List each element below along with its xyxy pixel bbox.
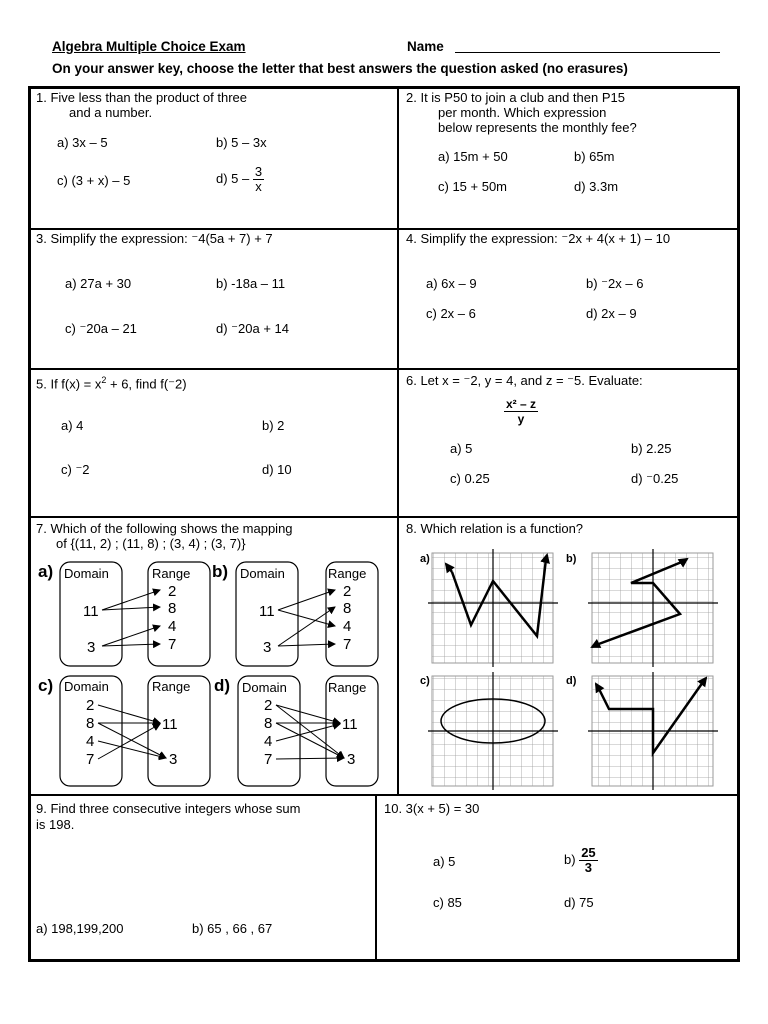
q1-option-d-fraction (253, 165, 264, 194)
q3-option-d[interactable]: d) ⁻20a + 14 (216, 321, 289, 336)
q3-option-b[interactable]: b) -18a – 11 (216, 276, 286, 291)
q2-option-a[interactable]: a) 15m + 50 (438, 149, 508, 164)
q9-prompt-line2: is 198. (36, 817, 75, 832)
q5-prompt-tail: + 6, find f(⁻2) (106, 376, 187, 392)
arrowhead (684, 559, 687, 561)
range-value: 2 (343, 583, 352, 600)
q3-option-a[interactable]: a) 27a + 30 (65, 276, 132, 291)
q8-graph-b[interactable] (566, 549, 718, 667)
range-value: 4 (168, 618, 177, 635)
q5-option-c[interactable]: c) ⁻2 (61, 462, 90, 477)
domain-label: Domain (64, 679, 109, 694)
q7-option-d-label: d) (214, 676, 231, 695)
domain-value: 3 (263, 639, 272, 656)
q9-option-a[interactable]: a) 198,199,200 (36, 921, 124, 936)
q6-expression (504, 397, 538, 426)
range-value: 8 (343, 600, 352, 617)
q1-option-a[interactable]: a) 3x – 5 (57, 135, 108, 150)
q10-option-a[interactable]: a) 5 (433, 854, 456, 869)
q7-diagram-c[interactable] (38, 676, 210, 786)
q7-diagram-a[interactable] (38, 562, 210, 666)
q2-option-c[interactable]: c) 15 + 50m (438, 179, 508, 194)
domain-value: 8 (264, 715, 273, 732)
range-label: Range (152, 679, 191, 694)
q10-option-b[interactable] (564, 846, 598, 875)
mapping-arrow (276, 758, 344, 759)
divider (28, 516, 740, 518)
exponent: 2 (101, 375, 107, 385)
range-value: 4 (343, 618, 352, 635)
q8-graph-c[interactable] (420, 672, 558, 790)
q5-option-b[interactable]: b) 2 (262, 418, 285, 433)
q5-option-d[interactable]: d) 10 (262, 462, 292, 477)
name-label: Name (407, 39, 444, 54)
numerator: x² – z (506, 397, 537, 411)
q10-prompt: 10. 3(x + 5) = 30 (384, 801, 480, 816)
range-value: 3 (347, 751, 356, 768)
divider (28, 794, 740, 796)
q5-prompt-text: 5. If f(x) = x (36, 376, 102, 392)
q6-fraction (504, 397, 538, 426)
q2-prompt-line3: below represents the monthly fee? (438, 120, 637, 135)
q4-option-b[interactable]: b) ⁻2x – 6 (586, 276, 644, 291)
arrowhead (546, 555, 547, 559)
q4-option-d[interactable]: d) 2x – 9 (586, 306, 637, 321)
q1-option-d-prefix: d) 5 – (216, 170, 250, 186)
range-label: Range (328, 566, 367, 581)
q7-option-c-label: c) (38, 676, 54, 695)
range-value: 3 (169, 751, 178, 768)
q3-prompt: 3. Simplify the expression: ⁻4(5a + 7) + 7 (36, 231, 273, 246)
q10-option-d[interactable]: d) 75 (564, 895, 594, 910)
q10-option-b-fraction (579, 846, 597, 875)
q8-option-b-label: b) (566, 553, 577, 565)
divider (28, 228, 740, 230)
q8-prompt: 8. Which relation is a function? (406, 521, 584, 536)
domain-value: 11 (83, 603, 99, 620)
range-value: 7 (343, 636, 352, 653)
q4-prompt: 4. Simplify the expression: ⁻2x + 4(x + 1) – 10 (406, 231, 671, 246)
q2-option-d[interactable]: d) 3.3m (574, 179, 619, 194)
q7-option-a-label: a) (38, 562, 54, 581)
domain-value: 2 (86, 697, 95, 714)
exam-title: Algebra Multiple Choice Exam (52, 39, 246, 54)
q6-option-d[interactable]: d) ⁻0.25 (631, 471, 679, 486)
mapping-arrow (102, 626, 160, 646)
q1-prompt-line2: and a number. (69, 105, 153, 120)
mapping-arrow (276, 705, 340, 723)
q1-prompt: 1. Five less than the product of three (36, 90, 248, 105)
domain-value: 3 (87, 639, 96, 656)
range-value: 11 (342, 716, 358, 733)
q1-option-b[interactable]: b) 5 – 3x (216, 135, 267, 150)
q7-diagram-b[interactable] (212, 562, 378, 666)
range-value: 2 (168, 583, 177, 600)
q5-prompt (36, 373, 187, 391)
domain-value: 11 (259, 603, 275, 620)
q8-graph-d[interactable] (566, 672, 718, 790)
denominator: y (517, 412, 525, 426)
mapping-arrow (102, 644, 160, 646)
range-value: 8 (168, 600, 177, 617)
domain-value: 7 (86, 751, 95, 768)
numerator: 25 (581, 845, 596, 860)
q10-option-b-label: b) (564, 851, 576, 867)
range-label: Range (328, 680, 367, 695)
domain-value: 2 (264, 697, 273, 714)
domain-label: Domain (240, 566, 285, 581)
domain-value: 8 (86, 715, 95, 732)
mapping-arrow (98, 741, 166, 758)
domain-value: 4 (264, 733, 273, 750)
q7-mapping-diagrams (30, 552, 395, 792)
domain-value: 7 (264, 751, 273, 768)
q8-graph-a[interactable] (420, 549, 558, 667)
q1-option-d[interactable] (216, 165, 264, 194)
q3-option-c[interactable]: c) ⁻20a – 21 (65, 321, 137, 336)
q8-option-d-label: d) (566, 675, 577, 687)
q6-option-a[interactable]: a) 5 (450, 441, 473, 456)
domain-value: 4 (86, 733, 95, 750)
q7-prompt-line2: of {(11, 2) ; (11, 8) ; (3, 4) ; (3, 7)} (56, 536, 246, 551)
divider (397, 86, 399, 796)
q6-option-b[interactable]: b) 2.25 (631, 441, 672, 456)
q4-option-a[interactable]: a) 6x – 9 (426, 276, 477, 291)
q7-option-b-label: b) (212, 562, 229, 581)
divider (28, 368, 740, 370)
q8-option-a-label: a) (420, 553, 430, 565)
q9-option-b[interactable]: b) 65 , 66 , 67 (192, 921, 273, 936)
divider (375, 796, 377, 962)
range-value: 11 (162, 716, 178, 733)
q2-prompt: 2. It is P50 to join a club and then P15 (406, 90, 625, 105)
q10-option-c[interactable]: c) 85 (433, 895, 462, 910)
mapping-arrow (276, 724, 340, 741)
q7-diagram-d[interactable] (214, 676, 378, 786)
mapping-arrow (276, 723, 344, 758)
range-label: Range (152, 566, 191, 581)
q6-option-c[interactable]: c) 0.25 (450, 471, 490, 486)
numerator: 3 (254, 164, 263, 179)
q7-prompt: 7. Which of the following shows the mapping (36, 521, 293, 536)
mapping-arrow (98, 705, 160, 723)
q4-option-c[interactable]: c) 2x – 6 (426, 306, 476, 321)
denominator: 3 (584, 860, 593, 875)
q1-option-c[interactable]: c) (3 + x) – 5 (57, 173, 131, 188)
q8-option-c-label: c) (420, 675, 430, 687)
range-value: 7 (168, 636, 177, 653)
domain-label: Domain (64, 566, 109, 581)
q8-relation-graphs (400, 546, 738, 792)
denominator: x (255, 179, 262, 194)
q2-prompt-line2: per month. Which expression (438, 105, 607, 120)
domain-label: Domain (242, 680, 287, 695)
name-field-line[interactable] (455, 52, 720, 53)
q2-option-b[interactable]: b) 65m (574, 149, 615, 164)
q9-prompt: 9. Find three consecutive integers whose sum (36, 801, 301, 816)
q6-prompt: 6. Let x = ⁻2, y = 4, and z = ⁻5. Evaluate: (406, 373, 643, 388)
q5-option-a[interactable]: a) 4 (61, 418, 84, 433)
instructions: On your answer key, choose the letter that best answers the question asked (no erasures) (52, 61, 628, 76)
